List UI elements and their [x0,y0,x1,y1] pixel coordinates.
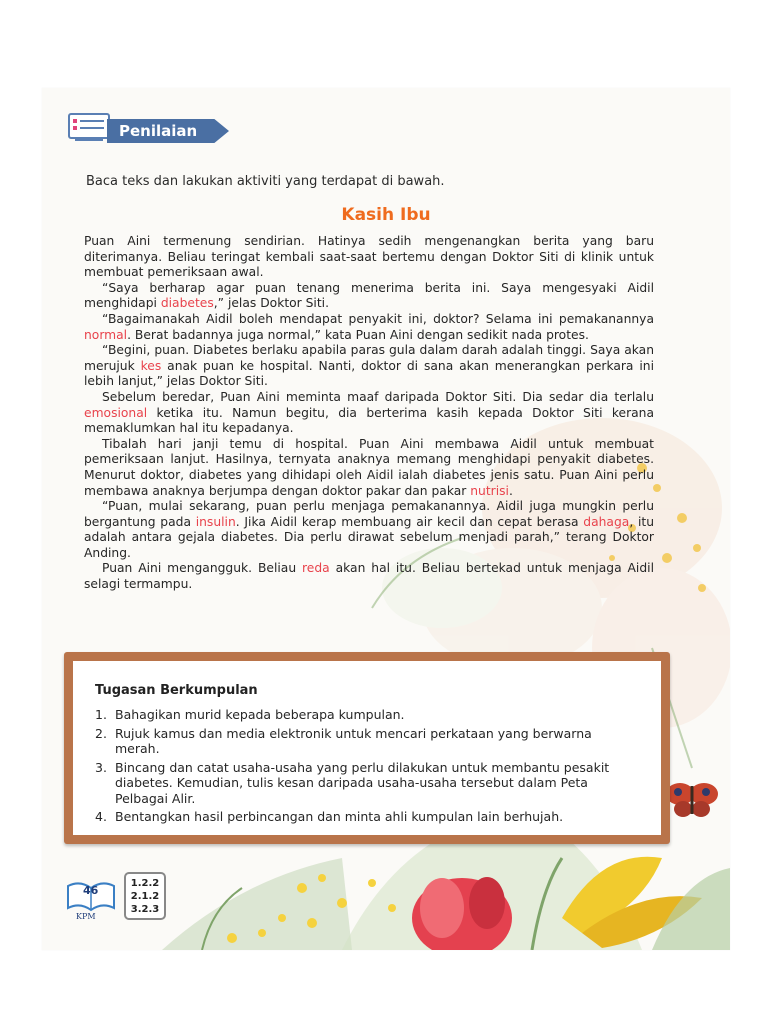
highlight-word: normal [84,327,128,342]
story-paragraph: “Bagaimanakah Aidil boleh mendapat penyakit ini, doktor? Selama ini pemakanannya normal. Berat badannya juga normal,” kata Puan Aini dengan sedikit nada protes. [84,311,654,342]
instruction-text: Baca teks dan lakukan aktiviti yang terdapat di bawah. [86,174,445,189]
task-title: Tugasan Berkumpulan [95,683,258,698]
butterfly-illustration [666,783,718,817]
story-body [84,234,654,593]
highlight-word: insulin [195,514,236,529]
publisher-label: KPM [76,912,96,921]
highlight-word: dahaga [583,514,630,529]
section-label: Penilaian [119,122,198,140]
highlight-word: diabetes [160,296,214,311]
curriculum-code: 3.2.3 [130,904,160,915]
curriculum-code: 1.2.2 [130,878,160,889]
list-item: 4. Bentangkan hasil perbincangan dan minta ahli kumpulan lain berhujah. [95,809,564,824]
list-item: 3. Bincang dan catat usaha-usaha yang perlu dilakukan untuk membantu pesakit diabetes. Kemudian, tulis kesan daripada usaha-usaha tersebut dalam Peta Pelbagai Alir. [95,759,610,806]
page-number-badge [66,876,116,924]
story-paragraph: Sebelum beredar, Puan Aini meminta maaf daripada Doktor Siti. Dia sedar dia terlalu emosional ketika itu. Namun begitu, dia berterima kasih kepada Doktor Siti kerana memaklumkan hal itu kepadanya. [84,389,654,436]
curriculum-code: 2.1.2 [130,891,160,902]
story-paragraph: Puan Aini termenung sendirian. Hatinya sedih mengenangkan berita yang baru diterimanya. Beliau teringat kembali saat-saat bertemu dengan Doktor Siti di klinik untuk membuat pemeriksaan awal. [84,234,654,280]
story-paragraph: “Puan, mulai sekarang, puan perlu menjaga pemakanannya. Aidil juga mungkin perlu bergantung pada insulin. Jika Aidil kerap membuang air kecil dan cepat berasa dahaga, itu adalah antara gejala diabetes. Dia perlu dirawat sebelum menjadi parah,” terang Doktor Anding. [84,499,654,560]
story-paragraph: “Saya berharap agar puan tenang menerima berita ini. Saya mengesyaki Aidil menghidapi diabetes,” jelas Doktor Siti. [84,280,654,311]
story-title: Kasih Ibu [341,205,431,225]
list-item: 2. Rujuk kamus dan media elektronik untuk mencari perkataan yang berwarna merah. [95,725,592,756]
highlight-word: reda [302,561,330,576]
highlight-word: emosional [84,405,148,420]
task-list [95,707,635,828]
highlight-word: kes [140,358,162,373]
curriculum-codes [124,872,166,920]
assessment-checklist-icon [67,112,113,142]
story-paragraph: Puan Aini mengangguk. Beliau reda akan hal itu. Beliau bertekad untuk menjaga Aidil selagi termampu. [84,561,654,592]
task-board-panel [73,661,661,835]
page-number: 46 [83,884,99,897]
task-board [64,652,670,844]
list-item: 1. Bahagikan murid kepada beberapa kumpulan. [95,707,405,722]
story-paragraph: Tibalah hari janji temu di hospital. Puan Aini membawa Aidil untuk membuat pemeriksaan lanjut. Hasilnya, ternyata anaknya memang menghidapi penyakit diabetes. Menurut doktor, diabetes yang dihidapi oleh Aidil ialah diabetes jenis satu. Puan Aini perlu membawa anaknya berjumpa dengan doktor pakar dan pakar nutrisi. [84,436,654,498]
story-paragraph: “Begini, puan. Diabetes berlaku apabila paras gula dalam darah adalah tinggi. Saya akan merujuk kes anak puan ke hospital. Nanti, doktor di sana akan menerangkan perkara ini lebih lanjut,” jelas Doktor Siti. [84,343,654,389]
highlight-word: nutrisi [470,483,509,498]
section-header [67,112,227,146]
textbook-page [42,88,730,950]
